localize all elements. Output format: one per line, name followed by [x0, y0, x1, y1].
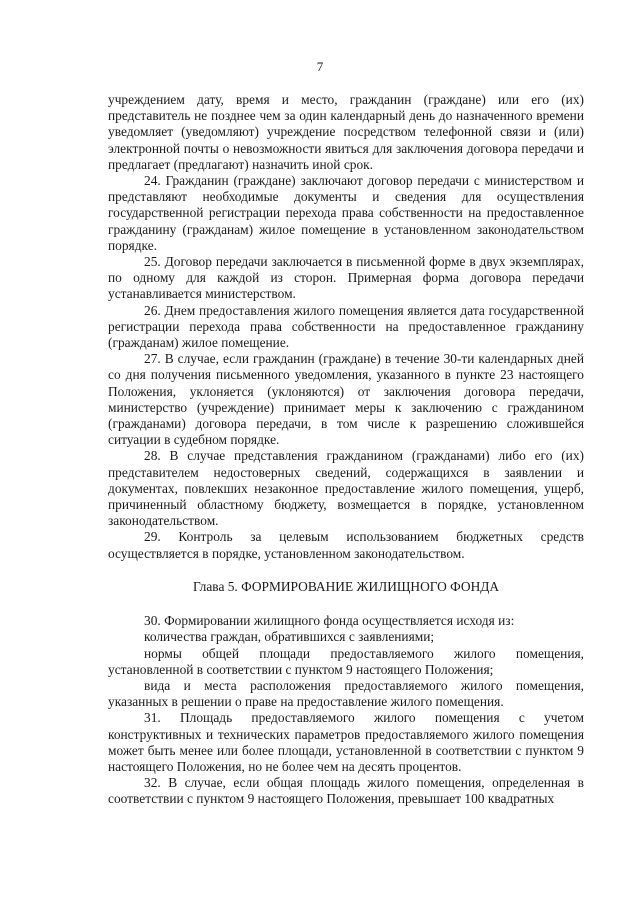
- paragraph-28: 28. В случае представления гражданином (гражданами) либо его (их) представителем недостоверных сведений, содержащихся в заявлении и документах, повлекших незаконное предоставление жилого помещения, ущерб, причиненный областному бюджету, возмещается в порядке, установленном законодательством.: [108, 448, 584, 529]
- page-number: 7: [316, 59, 324, 74]
- paragraph-24: 24. Гражданин (граждане) заключают договор передачи с министерством и представляют необходимые документы и сведения для осуществления государственной регистрации перехода права собственности на предоставленное гражданину (гражданам) жилое помещение в установленном законодательством порядке.: [108, 173, 584, 253]
- paragraph-25: 25. Договор передачи заключается в письменной форме в двух экземплярах, по одному для каждой из сторон. Примерная форма договора передачи устанавливается министерством.: [108, 254, 584, 302]
- paragraph-32: 32. В случае, если общая площадь жилого помещения, определенная в соответствии с пунктом 9 настоящего Положения, превышает 100 квадратных: [108, 775, 584, 807]
- paragraph-31: 31. Площадь предоставляемого жилого помещения с учетом конструктивных и технических параметров предоставляемого жилого помещения может быть менее или более площади, установленной в соответствии с пунктом 9 настоящего Положения, но не более чем на десять процентов.: [108, 710, 584, 774]
- paragraph-26: 26. Днем предоставления жилого помещения является дата государственной регистрации перехода права собственности на предоставленное гражданину (гражданам) жилое помещение.: [108, 302, 584, 351]
- paragraph-27: 27. В случае, если гражданин (граждане) в течение 30-ти календарных дней со дня получения письменного уведомления, указанного в пункте 23 настоящего Положения, уклоняется (уклоняются) от заключения договора передачи, министерство (учреждение) принимает меры к заключению с гражданином (гражданами) договора передачи, в том числе к разрешению сложившейся ситуации в судебном порядке.: [108, 351, 584, 448]
- paragraph-30: 30. Формировании жилищного фонда осуществляется исходя из:: [144, 613, 515, 629]
- paragraph: учреждением дату, время и место, гражданин (граждане) или его (их) представитель не позднее чем за один календарный день до назначенного времени уведомляет (уведомляют) учреждение посредством телефонной связи и (или) электронной почты о невозможности явиться для заключения договора передачи и предлагает (предлагают) назначить иной срок.: [108, 92, 584, 172]
- chapter-heading: Глава 5. ФОРМИРОВАНИЕ ЖИЛИЩНОГО ФОНДА: [192, 578, 500, 594]
- paragraph-29: 29. Контроль за целевым использованием бюджетных средств осуществляется в порядке, установленном законодательством.: [108, 529, 584, 561]
- list-item-area-norm: нормы общей площади предоставляемого жилого помещения, установленной в соответствии с пунктом 9 настоящего Положения;: [108, 645, 584, 677]
- document-body: [108, 92, 584, 808]
- list-item-type-location: вида и места расположения предоставляемого жилого помещения, указанных в решении о праве на предоставление жилого помещения.: [108, 677, 584, 710]
- list-item-applicants: количества граждан, обратившихся с заявлениями;: [144, 629, 435, 645]
